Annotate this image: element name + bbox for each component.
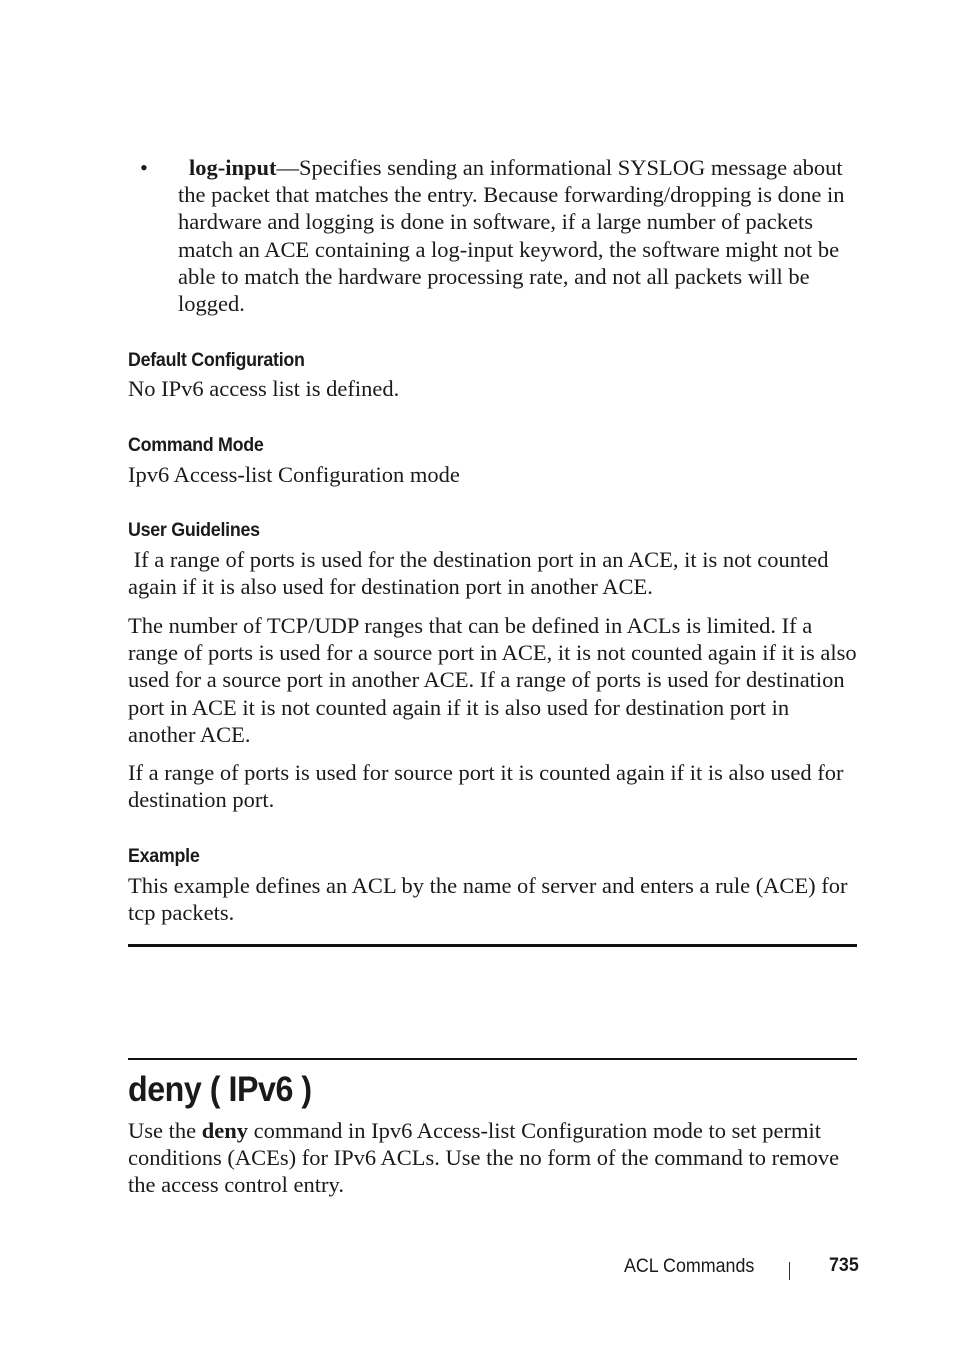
bullet-text-first: —Specifies sending an informational SYSLOG message about [276, 155, 843, 180]
default-configuration-body: No IPv6 access list is defined. [128, 376, 400, 401]
heading-command-mode: Command Mode [128, 435, 264, 456]
heading-user-guidelines: User Guidelines [128, 520, 260, 541]
footer-separator [789, 1262, 790, 1280]
heading-example: Example [128, 846, 200, 867]
command-intro-bold: deny [201, 1118, 248, 1143]
heading-default-configuration: Default Configuration [128, 350, 305, 371]
user-guidelines-paragraph-2: The number of TCP/UDP ranges that can be defined in ACLs is limited. If a range of ports is used for a source port in ACE, it is not counted again if it is also used for a source port in another ACE. If a range of ports is used for destination port in ACE it is not counted again if it is also used for destination port in another ACE. [128, 613, 857, 747]
bullet-text-rest: the packet that matches the entry. Because forwarding/dropping is done in hardware and logging is done in software, if a large number of packets match an ACE containing a log-input keyword, the software might not be able to match the hardware processing rate, and not all packets will be logged. [178, 182, 845, 317]
section-end-rule [128, 944, 857, 947]
command-title: deny ( IPv6 ) [128, 1070, 312, 1109]
footer-section-name: ACL Commands [624, 1256, 755, 1277]
bullet-symbol: • [140, 155, 148, 180]
user-guidelines-paragraph-1: If a range of ports is used for the destination port in an ACE, it is not counted again if it is also used for destination port in another ACE. [128, 547, 835, 600]
example-body: This example defines an ACL by the name of server and enters a rule (ACE) for tcp packets. [128, 873, 848, 926]
command-intro-after: command in Ipv6 Access-list Configuration mode to set permit conditions (ACEs) for IPv6 ACLs. Use the no form of the command to remove the access control entry. [128, 1118, 840, 1198]
command-mode-body: Ipv6 Access-list Configuration mode [128, 462, 460, 487]
command-intro-before: Use the [128, 1118, 202, 1143]
footer-page-number: 735 [829, 1255, 859, 1276]
user-guidelines-paragraph-3: If a range of ports is used for source port it is counted again if it is also used for destination port. [128, 760, 844, 813]
bullet-text [178, 154, 863, 317]
bullet-term: log-input [189, 155, 277, 180]
command-title-rule [128, 1058, 857, 1060]
command-intro [128, 1117, 858, 1199]
